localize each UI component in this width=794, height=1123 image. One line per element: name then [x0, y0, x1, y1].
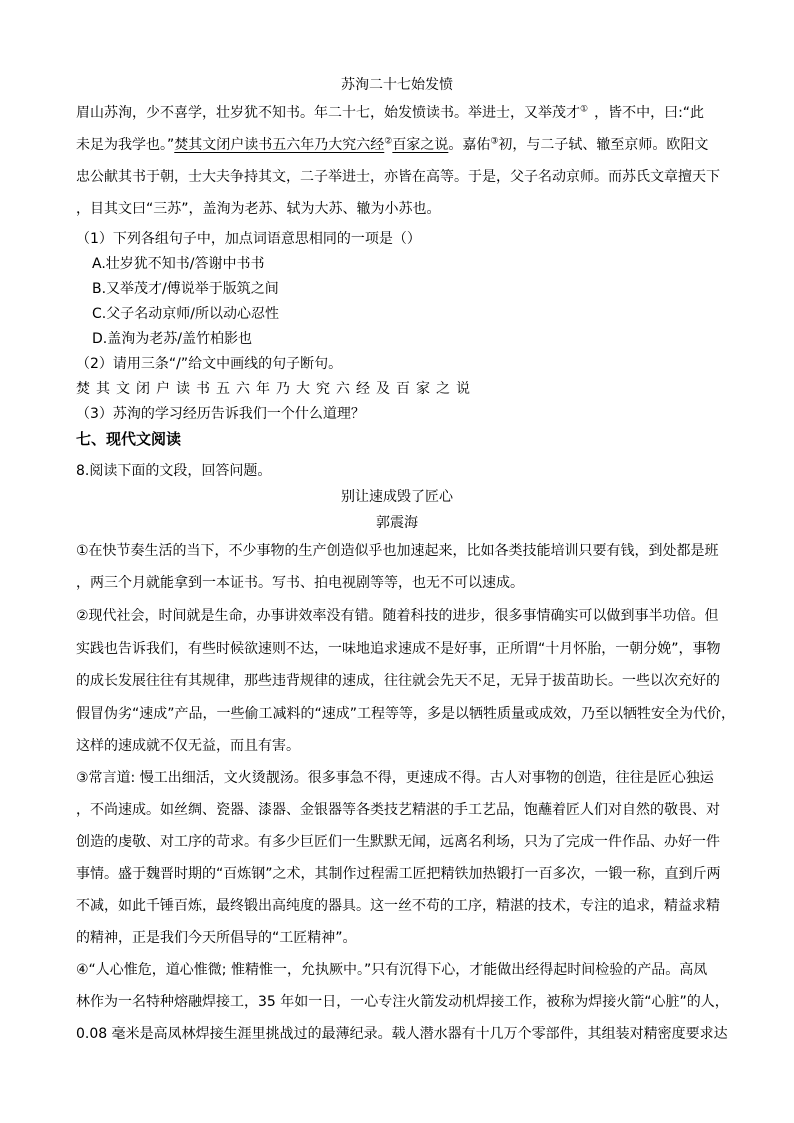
section-heading: 七、现代文阅读 [76, 430, 182, 448]
option-a: A.壮岁犹不知书/答谢中书书 [92, 256, 265, 272]
article-line: 0.08 毫米是高凤林焊接生涯里挑战过的最薄纪录。载人潜水器有十几万个零部件，其组装对精密度要求达 [76, 1026, 728, 1042]
article-line: 不减，如此千锤百炼，最终锻出高纯度的器具。这一丝不苟的工序，精湛的技术，专注的追求，精益求精 [76, 898, 720, 914]
underlined-sentence: 焚其文闭户读书五六年乃大究六经 [174, 137, 385, 153]
article-line: 的精神，正是我们今天所倡导的“工匠精神”。 [76, 930, 357, 946]
article-line: ②现代社会，时间就是生命，办事讲效率没有错。随着科技的进步，很多事情确实可以做到事半功倍。但 [76, 608, 719, 624]
article-line: ，两三个月就能拿到一本证书。写书、拍电视剧等等，也无不可以速成。 [76, 575, 524, 591]
article-title: 别让速成毁了匠心 [341, 489, 453, 505]
question-2: （2）请用三条“/”给文中画线的句子断句。 [76, 356, 343, 372]
classical-line-2 [76, 136, 708, 154]
question-1: （1）下列各组句子中，加点词语意思相同的一项是（） [76, 231, 421, 247]
instruction: 8.阅读下面的文段，回答问题。 [76, 463, 272, 479]
footnote-marker: ① [580, 104, 589, 115]
text-run: 初，与二子轼、辙至京师。欧阳文 [498, 137, 709, 153]
article-line: 这样的速成就不仅无益，而且有害。 [76, 738, 300, 754]
text-run: 眉山苏洵，少不喜学，壮岁犹不知书。年二十七，始发愤读书。举进士，又举茂才 [76, 105, 580, 121]
article-line: 事情。盛于魏晋时期的“百炼钢”之术，其制作过程需工匠把精铁加热锻打一百多次，一锻一称，直到斤两 [76, 866, 721, 882]
question-3: （3）苏洵的学习经历告诉我们一个什么道理？ [76, 406, 365, 422]
article-line: 实践也告诉我们，有些时候欲速则不达，一味地追求速成不是好事，正所谓“十月怀胎，一朝分娩”，事物 [76, 641, 721, 657]
article-line: 林作为一名特种熔融焊接工，35 年如一日，一心专注火箭发动机焊接工作，被称为焊接火箭“心脏”的人， [76, 994, 729, 1010]
classical-line-3: 忠公献其书于朝，士大夫争持其文，二子举进士，亦皆在高等。于是，父子名动京师。而苏氏文章擅天下 [76, 169, 720, 185]
article-line: ③常言道: 慢工出细活，文火烫靓汤。很多事急不得，更速成不得。古人对事物的创造，往往是匠心独运 [76, 770, 714, 786]
footnote-marker: ③ [490, 136, 499, 147]
article-author: 郭震海 [376, 515, 418, 531]
text-run: 未足为我学也。” [76, 137, 175, 153]
article-line: ，不尚速成。如丝绸、瓷器、漆器、金银器等各类技艺精湛的手工艺品，饱蘸着匠人们对自然的敬畏、对 [76, 802, 720, 818]
option-c: C.父子名动京师/所以动心忍性 [92, 306, 279, 322]
question-2-text: 焚其文闭户读书五六年乃大究六经及百家之说 [76, 381, 476, 397]
article-line: ④“人心惟危，道心惟微; 惟精惟一，允执厥中。”只有沉得下心，才能做出经得起时间检验的产品。高凤 [76, 962, 708, 978]
option-b: B.又举茂才/傅说举于版筑之间 [92, 281, 279, 297]
footnote-marker: ② [384, 136, 393, 147]
option-d: D.盖洵为老苏/盖竹柏影也 [92, 331, 252, 347]
classical-line-1 [76, 104, 704, 122]
article-line: ①在快节奏生活的当下，不少事物的生产创造似乎也加速起来，比如各类技能培训只要有钱，到处都是班 [76, 543, 719, 559]
text-run: 。嘉佑 [448, 137, 491, 153]
article-line: 的成长发展往往有其规律，那些违背规律的速成，往往就会先天不足，无异于拔苗助长。一些以次充好的 [76, 673, 720, 689]
article-line: 创造的虔敬、对工序的苛求。有多少巨匠们一生默默无闻，远离名利场，只为了完成一件作品、办好一件 [76, 834, 720, 850]
classical-title: 苏洵二十七始发愤 [341, 77, 453, 93]
classical-line-4: ，目其文曰“三苏”，盖洵为老苏、轼为大苏、辙为小苏也。 [76, 201, 441, 217]
underlined-sentence: 百家之说 [392, 137, 449, 153]
text-run: ，皆不中，曰:“此 [594, 105, 705, 121]
article-line: 假冒伪劣“速成”产品，一些偷工减料的“速成”工程等等，多是以牺牲质量或成效，乃至以牺牲安全为代价， [76, 706, 736, 722]
